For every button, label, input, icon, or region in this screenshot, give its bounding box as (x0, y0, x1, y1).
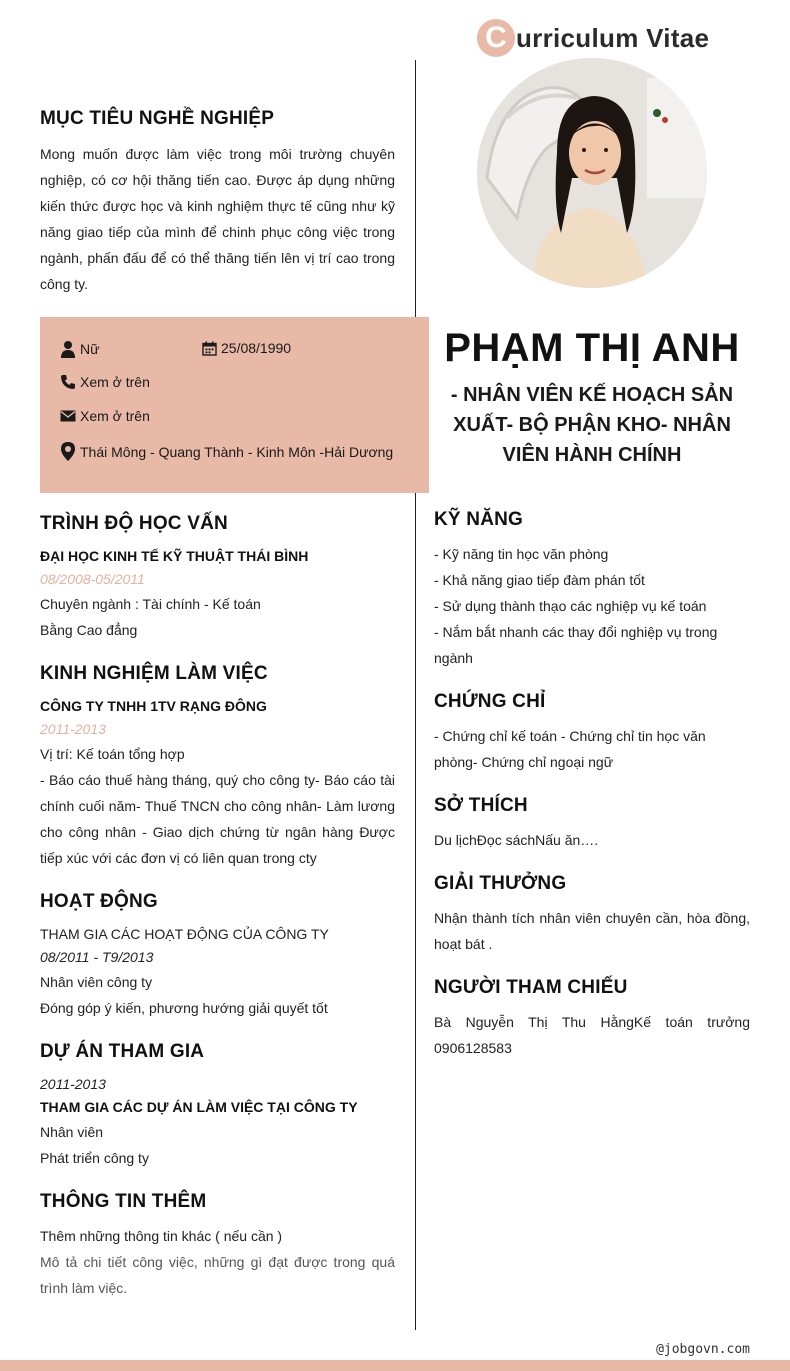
education-period: 08/2008-05/2011 (40, 571, 145, 587)
education-title: TRÌNH ĐỘ HỌC VẤN (40, 513, 228, 534)
additional-title: THÔNG TIN THÊM (40, 1191, 207, 1212)
projects-title: DỰ ÁN THAM GIA (40, 1041, 205, 1062)
activities-title: HOẠT ĐỘNG (40, 891, 158, 912)
skill-item: - Khả năng giao tiếp đàm phán tốt (434, 572, 645, 588)
education-degree: Bằng Cao đẳng (40, 622, 138, 638)
location-pin-icon (60, 442, 76, 461)
email-row (60, 408, 150, 424)
column-divider (415, 60, 416, 1330)
references-title: NGƯỜI THAM CHIẾU (434, 977, 628, 998)
phone-row (60, 374, 150, 390)
email-value: Xem ở trên (80, 408, 150, 424)
projects-period: 2011-2013 (40, 1076, 106, 1092)
logo-letter-badge: C (477, 19, 515, 57)
calendar-icon (202, 341, 217, 356)
references-text: Bà Nguyễn Thị Thu HằngKế toán trưởng 0906128583 (434, 1014, 750, 1056)
projects-description: Phát triển công ty (40, 1150, 149, 1166)
hobbies-text: Du lịchĐọc sáchNấu ăn…. (434, 832, 599, 848)
education-school: ĐẠI HỌC KINH TẾ KỸ THUẬT THÁI BÌNH (40, 548, 309, 564)
activities-role: Nhân viên công ty (40, 974, 153, 990)
email-icon (60, 409, 76, 423)
skills-title: KỸ NĂNG (434, 509, 524, 530)
full-name: PHẠM THỊ ANH (444, 326, 740, 370)
hobbies-title: SỞ THÍCH (434, 795, 528, 816)
activities-period: 08/2011 - T9/2013 (40, 949, 154, 965)
profile-photo-illustration (477, 58, 707, 288)
profile-photo (477, 58, 707, 288)
birthday-value: 25/08/1990 (221, 340, 292, 356)
gender-row (60, 340, 99, 358)
experience-company: CÔNG TY TNHH 1TV RẠNG ĐÔNG (40, 698, 267, 714)
bottom-accent-bar (0, 1360, 790, 1371)
awards-title: GIẢI THƯỞNG (434, 873, 567, 894)
additional-line1: Thêm những thông tin khác ( nếu cần ) (40, 1228, 283, 1244)
activities-name: THAM GIA CÁC HOẠT ĐỘNG CỦA CÔNG TY (40, 926, 329, 942)
skill-item: - Sử dụng thành thạo các nghiệp vụ kế toán (434, 598, 707, 614)
skill-item: - Nắm bắt nhanh các thay đổi nghiệp vụ trong ngành (434, 624, 718, 666)
logo-text: urriculum Vitae (516, 22, 710, 53)
objective-text: Mong muốn được làm việc trong môi trường chuyên nghiệp, có cơ hội thăng tiến cao. Được áp dụng những kiến thức được học và kinh nghiệm thực tế cũng như kỹ năng giao tiếp của mình để chinh phục công việc trong ngành, phấn đấu để có thể thăng tiến lên vị trí cao trong công ty. (40, 146, 395, 292)
awards-text: Nhận thành tích nhân viên chuyên cần, hòa đồng, hoạt bát . (434, 910, 750, 952)
objective-title: MỤC TIÊU NGHỀ NGHIỆP (40, 108, 275, 129)
experience-period: 2011-2013 (40, 721, 106, 737)
experience-position: Vị trí: Kế toán tổng hợp (40, 746, 185, 762)
education-major: Chuyên ngành : Tài chính - Kế toán (40, 596, 261, 612)
projects-name: THAM GIA CÁC DỰ ÁN LÀM VIỆC TẠI CÔNG TY (40, 1099, 358, 1115)
experience-title: KINH NGHIỆM LÀM VIỆC (40, 663, 268, 684)
cv-logo (477, 18, 709, 58)
experience-description: - Báo cáo thuế hàng tháng, quý cho công ty- Báo cáo tài chính cuối năm- Thuế TNCN cho công nhân- Làm lương cho công nhân - Giao dịch chứng từ ngân hàng Được tiếp xúc với các đơn vị có liên quan trong cty (40, 772, 395, 866)
phone-value: Xem ở trên (80, 374, 150, 390)
address-row (60, 442, 393, 461)
person-icon (60, 340, 76, 358)
additional-line2: Mô tả chi tiết công việc, những gì đạt được trong quá trình làm việc. (40, 1254, 395, 1296)
certificates-text: - Chứng chỉ kế toán - Chứng chỉ tin học văn phòng- Chứng chỉ ngoại ngữ (434, 728, 706, 770)
skill-item: - Kỹ năng tin học văn phòng (434, 546, 609, 562)
job-title: - NHÂN VIÊN KẾ HOẠCH SẢN XUẤT- BỘ PHẬN KHO- NHÂN VIÊN HÀNH CHÍNH (450, 384, 734, 466)
certificates-title: CHỨNG CHỈ (434, 691, 546, 712)
activities-description: Đóng góp ý kiến, phương hướng giải quyết tốt (40, 1000, 328, 1016)
address-value: Thái Mông - Quang Thành - Kinh Môn -Hải Dương (80, 443, 394, 460)
projects-role: Nhân viên (40, 1124, 104, 1140)
birthday-row (202, 340, 291, 356)
phone-icon (60, 374, 76, 390)
footer-watermark: @jobgovn.com (656, 1342, 750, 1357)
contact-info-box (40, 317, 429, 493)
gender-value: Nữ (80, 341, 100, 357)
